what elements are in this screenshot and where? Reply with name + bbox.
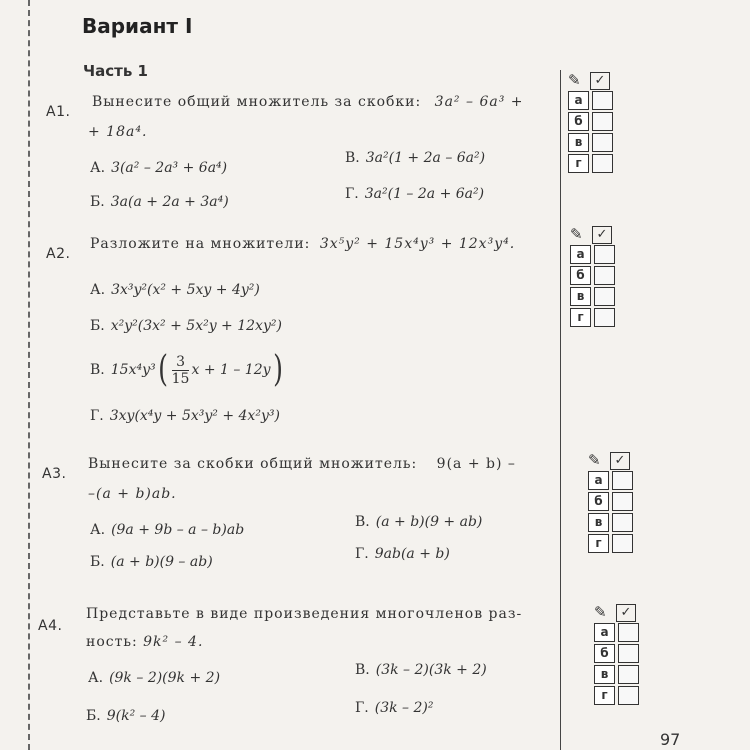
page-number: 97 — [660, 730, 681, 749]
answer-checkbox[interactable] — [612, 513, 633, 532]
answer-grid-header — [588, 450, 648, 470]
dashed-cut-line — [28, 0, 30, 750]
question-text: Разложите на множители: 3x⁵y² + 15x⁴y³ + 12x³y⁴. — [90, 236, 516, 252]
question-text: Вынесите за скобки общий множитель: 9(a + b) – — [88, 456, 516, 472]
option-a: А. (9k – 2)(9k + 2) — [88, 670, 221, 686]
answer-checkbox[interactable] — [594, 287, 615, 306]
option-a: А. (9a + 9b – a – b)ab — [90, 522, 245, 538]
answer-letter: г — [570, 308, 591, 327]
answer-letter: а — [594, 623, 615, 642]
option-b: Б. (a + b)(9 – ab) — [90, 554, 213, 570]
answer-checkbox[interactable] — [592, 112, 613, 131]
option-g: Г. 3a²(1 – 2a + 6a²) — [345, 186, 485, 202]
answer-letter: а — [570, 245, 591, 264]
answer-grid-header — [568, 70, 628, 90]
option-g: Г. (3k – 2)² — [355, 700, 434, 716]
answer-checkbox[interactable] — [612, 492, 633, 511]
answer-letter: а — [568, 91, 589, 110]
answer-checkbox[interactable] — [618, 623, 639, 642]
option-b: Б. 9(k² – 4) — [86, 708, 166, 724]
pencil-icon: ✎ — [570, 225, 583, 243]
question-text-cont: –(a + b)ab. — [88, 486, 177, 502]
answer-letter: б — [570, 266, 591, 285]
answer-letter: б — [568, 112, 589, 131]
answer-grid-a4 — [594, 602, 654, 706]
checkmark-icon: ✓ — [592, 226, 612, 244]
answer-letter: б — [594, 644, 615, 663]
answer-checkbox[interactable] — [612, 534, 633, 553]
answer-letter: г — [568, 154, 589, 173]
answer-letter: в — [570, 287, 591, 306]
checkmark-icon: ✓ — [590, 72, 610, 90]
question-number: А1. — [46, 104, 71, 120]
answer-letter: в — [594, 665, 615, 684]
answer-checkbox[interactable] — [592, 154, 613, 173]
answer-checkbox[interactable] — [592, 133, 613, 152]
option-a: А. 3x³y²(x² + 5xy + 4y²) — [90, 282, 260, 298]
checkmark-icon: ✓ — [616, 604, 636, 622]
part-label: Часть 1 — [83, 62, 148, 80]
option-g: Г. 3xy(x⁴y + 5x³y² + 4x²y³) — [90, 408, 280, 424]
answer-checkbox[interactable] — [612, 471, 633, 490]
answer-column-divider — [560, 70, 561, 750]
pencil-icon: ✎ — [588, 451, 601, 469]
answer-letter: в — [588, 513, 609, 532]
answer-grid-header — [570, 224, 630, 244]
option-g: Г. 9ab(a + b) — [355, 546, 450, 562]
checkmark-icon: ✓ — [610, 452, 630, 470]
answer-checkbox[interactable] — [594, 308, 615, 327]
pencil-icon: ✎ — [568, 71, 581, 89]
answer-letter: а — [588, 471, 609, 490]
answer-checkbox[interactable] — [594, 245, 615, 264]
answer-letter: в — [568, 133, 589, 152]
question-text-cont: + 18a⁴. — [88, 124, 148, 140]
answer-grid-a3 — [588, 450, 648, 554]
question-text: Представьте в виде произведения многочленов раз- — [86, 606, 523, 622]
answer-grid-header — [594, 602, 654, 622]
pencil-icon: ✎ — [594, 603, 607, 621]
answer-checkbox[interactable] — [594, 266, 615, 285]
answer-letter: г — [594, 686, 615, 705]
question-text: Вынесите общий множитель за скобки: 3a² – 6a³ + — [92, 94, 524, 110]
fraction: $\frac{3}{15}$ — [171, 353, 190, 387]
option-v: В. (3k – 2)(3k + 2) — [355, 662, 487, 678]
question-number: А4. — [38, 618, 63, 634]
answer-checkbox[interactable] — [618, 644, 639, 663]
question-number: А3. — [42, 466, 67, 482]
answer-grid-a1 — [568, 70, 628, 174]
answer-checkbox[interactable] — [592, 91, 613, 110]
option-v: В. (a + b)(9 + ab) — [355, 514, 483, 530]
option-b: Б. x²y²(3x² + 5x²y + 12xy²) — [90, 318, 282, 334]
question-text-cont: ность: 9k² – 4. — [86, 634, 204, 650]
answer-grid-a2 — [570, 224, 630, 328]
answer-checkbox[interactable] — [618, 686, 639, 705]
answer-letter: г — [588, 534, 609, 553]
answer-checkbox[interactable] — [618, 665, 639, 684]
option-v: В. 3a²(1 + 2a – 6a²) — [345, 150, 486, 166]
page-title: Вариант I — [82, 14, 193, 38]
option-v: В. 15x⁴y³( $\frac{3}{15}$ x + 1 – 12y) — [90, 349, 283, 390]
option-a: А. 3(a² – 2a³ + 6a⁴) — [90, 160, 228, 176]
question-number: А2. — [46, 246, 71, 262]
answer-letter: б — [588, 492, 609, 511]
option-b: Б. 3a(a + 2a + 3a⁴) — [90, 194, 229, 210]
